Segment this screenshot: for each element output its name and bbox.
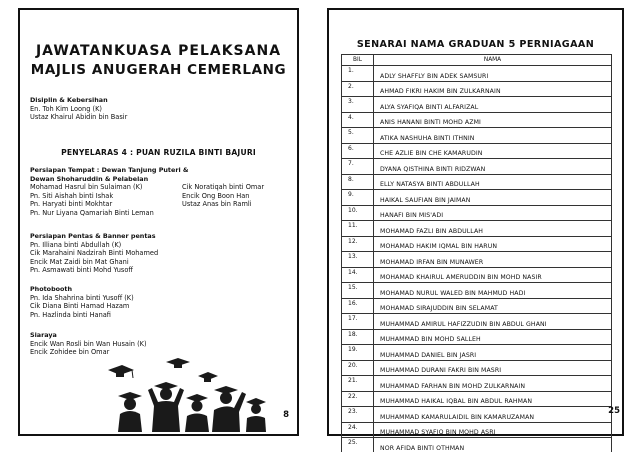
row-number: 25. — [342, 438, 374, 452]
ceremony-title: MAJLIS ANUGERAH CEMERLANG — [30, 62, 287, 78]
section-pentas — [30, 232, 291, 275]
row-number: 1. — [342, 66, 374, 82]
row-number: 19. — [342, 345, 374, 361]
table-row — [342, 329, 612, 345]
table-row — [342, 314, 612, 330]
section-tempat — [30, 166, 291, 218]
graduate-name: MOHAMAD IRFAN BIN MUNAWER — [374, 252, 612, 268]
row-number: 18. — [342, 329, 374, 345]
row-number: 4. — [342, 112, 374, 128]
table-row — [342, 159, 612, 175]
graduate-name: CHE AZLIE BIN CHE KAMARUDIN — [374, 143, 612, 159]
table-row — [342, 81, 612, 97]
member-name: Encik Mat Zaidi bin Mat Ghani — [30, 257, 129, 266]
row-number: 16. — [342, 298, 374, 314]
member-name: Cik Diana Binti Hamad Hazam — [30, 302, 130, 311]
section-heading: Dewan Shoharuddin & Pelabelan — [30, 174, 149, 183]
row-number: 20. — [342, 360, 374, 376]
row-number: 7. — [342, 159, 374, 175]
table-row — [342, 298, 612, 314]
row-number: 22. — [342, 391, 374, 407]
section-disiplin — [30, 96, 291, 122]
table-row — [342, 174, 612, 190]
page-number: 8 — [283, 410, 289, 420]
row-number: 24. — [342, 422, 374, 438]
table-row — [342, 391, 612, 407]
coordinator-heading: PENYELARAS 4 : PUAN RUZILA BINTI BAJURI — [61, 148, 256, 157]
graduate-name: MOHAMAD SIRAJUDDIN BIN SELAMAT — [374, 298, 612, 314]
table-row — [342, 205, 612, 221]
table-row — [342, 66, 612, 82]
row-number: 12. — [342, 236, 374, 252]
column-header-nama: NAMA — [374, 55, 612, 66]
section-photobooth — [30, 285, 291, 319]
member-name: Pn. Nur Liyana Qamariah Binti Leman — [30, 208, 154, 217]
table-row — [342, 360, 612, 376]
graduate-name: ELLY NATASYA BINTI ABDULLAH — [374, 174, 612, 190]
graduate-name: MUHAMMAD DANIEL BIN JASRI — [374, 345, 612, 361]
member-name: Cik Marahaini Nadzirah Binti Mohamed — [30, 249, 159, 258]
section-heading: Persiapan Tempat : Dewan Tanjung Puteri & — [30, 166, 189, 174]
section-siaraya — [30, 331, 291, 357]
member-name: Ustaz Anas bin Ramli — [182, 200, 252, 209]
member-name: Encik Ong Boon Han — [182, 191, 250, 200]
section-heading: Disiplin & Kebersihan — [30, 96, 108, 104]
graduate-name: ALYA SYAFIQA BINTI ALFARIZAL — [374, 97, 612, 113]
row-number: 5. — [342, 128, 374, 144]
table-row — [342, 221, 612, 237]
row-number: 11. — [342, 221, 374, 237]
graduate-list-title: SENARAI NAMA GRADUAN 5 PERNIAGAAN — [356, 39, 595, 50]
committee-title: JAWATANKUASA PELAKSANA — [35, 43, 282, 59]
table-row — [342, 267, 612, 283]
member-name: Pn. Asmawati binti Mohd Yusoff — [30, 266, 133, 275]
graduate-name: MUHAMMAD DURANI FAKRI BIN MASRI — [374, 360, 612, 376]
row-number: 23. — [342, 407, 374, 423]
mortarboard-icon — [108, 365, 134, 378]
left-page — [18, 8, 299, 436]
mortarboard-icon — [198, 372, 218, 382]
table-header-row — [342, 55, 612, 66]
member-name: Pn. Ida Shahrina binti Yusoff (K) — [30, 293, 134, 302]
row-number: 8. — [342, 174, 374, 190]
row-number: 21. — [342, 376, 374, 392]
graduate-name: HAIKAL SAUFIAN BIN JAIMAN — [374, 190, 612, 206]
table-row — [342, 438, 612, 452]
graduate-name: AHMAD FIKRI HAKIM BIN ZULKARNAIN — [374, 81, 612, 97]
mortarboard-icon — [166, 358, 190, 368]
table-row — [342, 190, 612, 206]
member-name: Encik Wan Rosli bin Wan Husain (K) — [30, 339, 147, 348]
table-row — [342, 236, 612, 252]
member-name: Pn. Hazlinda binti Hanafi — [30, 310, 111, 319]
table-row — [342, 97, 612, 113]
member-row — [30, 183, 291, 192]
table-row — [342, 283, 612, 299]
member-name: Ustaz Khairul Abidin bin Basir — [30, 113, 128, 122]
row-number: 13. — [342, 252, 374, 268]
table-row — [342, 252, 612, 268]
member-row — [30, 200, 291, 209]
column-header-bil: BIL — [342, 55, 374, 66]
row-number: 14. — [342, 267, 374, 283]
member-name: Pn. Siti Aishah binti Ishak — [30, 191, 114, 200]
graduate-name: MUHAMMAD BIN MOHD SALLEH — [374, 329, 612, 345]
graduate-name: MUHAMMAD FARHAN BIN MOHD ZULKARNAIN — [374, 376, 612, 392]
graduate-name: MOHAMAD NURUL WALED BIN MAHMUD HADI — [374, 283, 612, 299]
graduate-name: NOR AFIDA BINTI OTHMAN — [374, 438, 612, 452]
graduate-name: MOHAMAD FAZLI BIN ABDULLAH — [374, 221, 612, 237]
row-number: 15. — [342, 283, 374, 299]
row-number: 17. — [342, 314, 374, 330]
section-heading: Siaraya — [30, 331, 57, 339]
row-number: 3. — [342, 97, 374, 113]
graduate-name: MUHAMMAD AMIRUL HAFIZZUDIN BIN ABDUL GHANI — [374, 314, 612, 330]
row-number: 2. — [342, 81, 374, 97]
graduate-name: MUHAMMAD HAIKAL IQBAL BIN ABDUL RAHMAN — [374, 391, 612, 407]
member-name: Pn. Illiana binti Abdullah (K) — [30, 240, 122, 249]
graduate-name: ADLY SHAFFLY BIN ADEK SAMSURI — [374, 66, 612, 82]
member-name: Mohamad Hasrul bin Sulaiman (K) — [30, 183, 143, 192]
member-row — [30, 209, 291, 218]
graduate-name: DYANA QISTHINA BINTI RIDZWAN — [374, 159, 612, 175]
row-number: 10. — [342, 205, 374, 221]
member-name: Cik Noratiqah binti Omar — [182, 183, 265, 192]
graduate-name: MOHAMAD HAKIM IQMAL BIN HARUN — [374, 236, 612, 252]
section-heading: Photobooth — [30, 285, 73, 293]
table-row — [342, 143, 612, 159]
table-row — [342, 407, 612, 423]
page-number: 25 — [608, 406, 620, 416]
table-row — [342, 112, 612, 128]
graduate-name: ANIS HANANI BINTI MOHD AZMI — [374, 112, 612, 128]
row-number: 6. — [342, 143, 374, 159]
table-row — [342, 345, 612, 361]
table-row — [342, 422, 612, 438]
right-page — [327, 8, 624, 452]
table-row — [342, 376, 612, 392]
row-number: 9. — [342, 190, 374, 206]
graduate-table — [341, 54, 612, 452]
member-name: Pn. Haryati binti Mokhtar — [30, 200, 113, 209]
graduate-name: MUHAMMAD KAMARULAIDIL BIN KAMARUZAMAN — [374, 407, 612, 423]
graduate-name: MUHAMMAD SYAFIQ BIN MOHD ASRI — [374, 422, 612, 438]
graduate-name: ATIKA NASHUHA BINTI ITHNIN — [374, 128, 612, 144]
member-row — [30, 192, 291, 201]
graduate-name: MOHAMAD KHAIRUL AMERUDDIN BIN MOHD NASIR — [374, 267, 612, 283]
graduates-silhouette-icon — [96, 356, 296, 432]
table-row — [342, 128, 612, 144]
section-heading: Persiapan Pentas & Banner pentas — [30, 232, 156, 240]
member-name: Encik Zohidee bin Omar — [30, 348, 110, 357]
graduate-name: HANAFI BIN MIS'ADI — [374, 205, 612, 221]
member-name: En. Toh Kim Loong (K) — [30, 104, 102, 113]
